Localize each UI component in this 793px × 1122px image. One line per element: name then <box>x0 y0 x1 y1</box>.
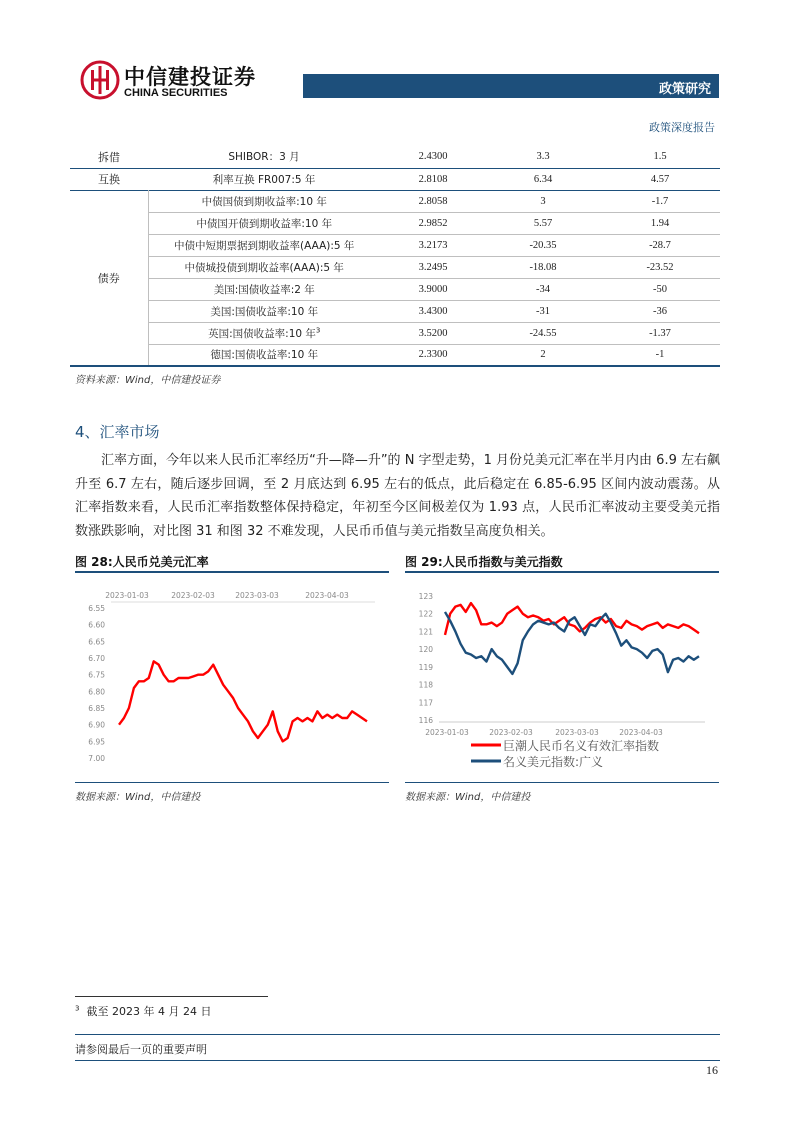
footnote-text: 截至 2023 年 4 月 24 日 <box>86 1005 212 1018</box>
y-tick-label: 6.75 <box>88 670 105 680</box>
legend-label: 名义美元指数:广义 <box>503 755 604 769</box>
table-row <box>70 234 720 256</box>
table-change-1: 2 <box>540 349 546 361</box>
y-tick-label: 123 <box>418 592 433 601</box>
table-source: 资料来源：Wind，中信建投证券 <box>75 375 221 386</box>
table-change-1: 3 <box>540 195 546 207</box>
y-tick-label: 120 <box>418 645 433 655</box>
table-value: 2.3300 <box>418 349 448 361</box>
x-tick-label: 2023-01-03 <box>425 728 469 737</box>
legend-label: 巨潮人民币名义有效汇率指数 <box>503 739 660 753</box>
page-number: 16 <box>706 1063 718 1077</box>
y-tick-label: 6.85 <box>88 704 105 713</box>
table-change-2: 1.5 <box>653 151 667 163</box>
table-value: 3.4300 <box>418 305 448 317</box>
y-tick-label: 6.80 <box>88 687 105 697</box>
table-change-2: -1 <box>655 349 665 361</box>
table-value: 2.4300 <box>418 151 448 163</box>
table-indicator: 中债中短期票据到期收益率(AAA):5 年 <box>174 239 355 252</box>
table-change-2: -28.7 <box>649 239 671 251</box>
footer-rule-top <box>75 1034 720 1035</box>
body-paragraph: 汇率方面，今年以来人民币汇率经历“升—降—升”的 N 字型走势，1 月份兑美元汇率在半月内由 6.9 左右飙升至 6.7 左右，随后逐步回调，至 2 月底达到 6.95 左右的低点，此后稳定在 6.85-6.95 区间内波动震荡。从汇率指数来看，人民币汇率指数整体保持稳定，年初至今区间极差仅为 1.93 点，人民币汇率波动主要受美元指数涨跌影响，对比图 31 和图 32 不难发现，人民币币值与美元指数呈高度负相关。 <box>75 453 720 539</box>
y-tick-label: 6.90 <box>88 720 105 730</box>
y-tick-label: 122 <box>418 609 433 619</box>
figure-28-source: 数据来源：Wind，中信建投 <box>75 792 201 803</box>
table-category: 拆借 <box>98 150 120 164</box>
table-value: 3.2173 <box>418 239 448 251</box>
table-indicator: 美国:国债收益率:2 年 <box>213 283 315 296</box>
usd-cny-chart <box>75 578 389 778</box>
x-tick-label: 2023-02-03 <box>171 591 215 600</box>
table-row <box>70 146 720 168</box>
series-line <box>119 661 367 741</box>
table-indicator-text: 英国:国债收益率:10 年 <box>208 327 316 340</box>
table-change-2: 1.94 <box>650 217 670 229</box>
table-category: 债券 <box>70 190 148 366</box>
figure-28-caption: 图 28:人民币兑美元汇率 <box>75 551 389 573</box>
y-tick-label: 6.70 <box>88 654 105 663</box>
table-change-2: -50 <box>653 283 667 295</box>
x-tick-label: 2023-03-03 <box>555 728 599 737</box>
table-change-2: -1.37 <box>649 327 671 339</box>
y-tick-label: 7.00 <box>88 754 105 763</box>
table-value: 3.5200 <box>418 327 448 339</box>
table-change-1: -18.08 <box>529 261 557 273</box>
table-indicator: 利率互换 FR007:5 年 <box>212 173 316 186</box>
x-tick-label: 2023-02-03 <box>489 728 533 737</box>
x-tick-label: 2023-03-03 <box>235 591 279 600</box>
table-indicator: 中债国债到期收益率:10 年 <box>201 195 327 208</box>
y-tick-label: 6.65 <box>88 637 105 647</box>
disclaimer-note[interactable]: 请参阅最后一页的重要声明 <box>75 1043 207 1056</box>
table-value: 2.9852 <box>418 217 448 229</box>
footer-rule-bottom <box>75 1060 720 1061</box>
logo-chinese-name: 中信建投证券 <box>124 65 256 89</box>
figure-29-rule <box>405 782 719 783</box>
table-row <box>70 278 720 300</box>
report-type: 政策深度报告 <box>649 121 715 134</box>
table-change-1: 3.3 <box>536 151 550 163</box>
table-indicator: 美国:国债收益率:10 年 <box>210 305 319 318</box>
logo-english-name: CHINA SECURITIES <box>124 87 228 99</box>
table-indicator: 中债城投债到期收益率(AAA):5 年 <box>184 261 344 274</box>
table-value: 2.8108 <box>418 173 448 185</box>
x-tick-label: 2023-04-03 <box>305 591 349 600</box>
y-tick-label: 6.95 <box>88 737 105 747</box>
series-line <box>445 612 699 674</box>
footnote-number: 3 <box>75 1004 80 1013</box>
table-row <box>70 300 720 322</box>
section-label: 政策研究 <box>658 82 711 97</box>
table-row <box>70 322 720 344</box>
company-logo <box>80 60 256 102</box>
table-change-2: 4.57 <box>650 173 670 185</box>
table-change-1: -20.35 <box>529 239 557 251</box>
footnote <box>75 1003 211 1019</box>
table-indicator: 中债国开债到期收益率:10 年 <box>196 217 333 230</box>
table-row <box>70 168 720 190</box>
footnote-rule <box>75 996 268 997</box>
figure-28-rule <box>75 782 389 783</box>
y-tick-label: 119 <box>418 662 433 672</box>
footnote-mark[interactable]: 3 <box>315 326 321 334</box>
header-bar <box>303 74 719 98</box>
table-category: 互换 <box>98 173 120 186</box>
y-tick-label: 6.60 <box>88 620 105 630</box>
figure-29-source: 数据来源：Wind，中信建投 <box>405 792 531 803</box>
table-change-2: -23.52 <box>646 261 674 273</box>
table-indicator: 德国:国债收益率:10 年 <box>210 349 319 362</box>
y-tick-label: 116 <box>418 716 433 725</box>
table-change-2: -36 <box>653 305 667 317</box>
currency-index-chart <box>405 578 719 778</box>
y-tick-label: 6.55 <box>88 604 105 613</box>
table-row <box>70 344 720 366</box>
y-tick-label: 118 <box>418 680 433 690</box>
table-indicator: SHIBOR：3 月 <box>228 151 300 164</box>
table-indicator <box>148 322 380 344</box>
table-row <box>70 212 720 234</box>
figure-29-caption: 图 29:人民币指数与美元指数 <box>405 551 719 573</box>
x-tick-label: 2023-04-03 <box>619 728 663 737</box>
table-change-1: -34 <box>536 283 550 295</box>
citic-logo-icon <box>80 60 120 100</box>
table-change-1: -31 <box>536 305 550 317</box>
table-change-1: 6.34 <box>533 173 553 185</box>
table-value: 2.8058 <box>418 195 448 207</box>
y-tick-label: 117 <box>418 698 433 708</box>
x-tick-label: 2023-01-03 <box>105 591 149 600</box>
table-row <box>70 256 720 278</box>
section-title: 4、汇率市场 <box>75 423 160 441</box>
y-tick-label: 121 <box>418 627 433 637</box>
rates-table <box>70 146 720 367</box>
table-value: 3.9000 <box>418 283 448 295</box>
table-change-1: -24.55 <box>529 327 557 339</box>
table-change-1: 5.57 <box>533 217 553 229</box>
table-row <box>70 190 720 212</box>
table-value: 3.2495 <box>418 261 448 273</box>
table-change-2: -1.7 <box>651 195 669 207</box>
